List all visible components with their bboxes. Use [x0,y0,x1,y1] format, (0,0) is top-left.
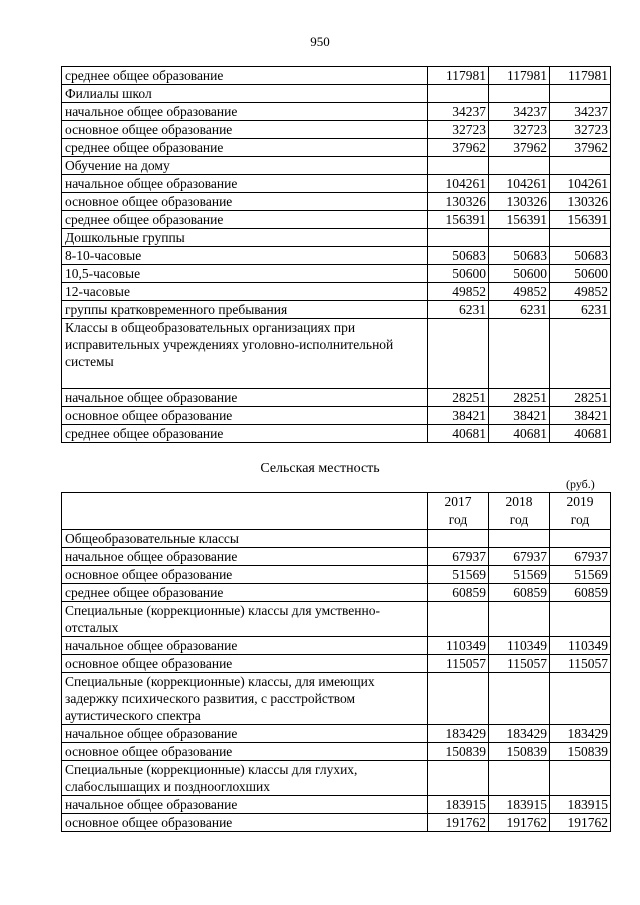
row-label: Дошкольные группы [62,229,428,247]
year-header: 2018 год [489,493,550,530]
value-cell [489,602,550,637]
page-number: 950 [310,34,330,49]
unit-note: (руб.) [566,477,595,491]
value-cell: 6231 [550,301,611,319]
table-row [62,229,611,247]
value-cell [489,229,550,247]
value-cell [489,157,550,175]
value-cell: 32723 [428,121,489,139]
value-cell: 183429 [550,725,611,743]
value-cell: 6231 [489,301,550,319]
table-row [62,157,611,175]
value-cell: 51569 [428,566,489,584]
table-row [62,193,611,211]
table-row [62,301,611,319]
row-label: среднее общее образование [62,584,428,602]
value-cell: 156391 [428,211,489,229]
value-cell: 50600 [428,265,489,283]
value-cell: 115057 [550,655,611,673]
value-cell: 49852 [428,283,489,301]
value-cell: 104261 [489,175,550,193]
value-cell: 51569 [489,566,550,584]
value-cell: 110349 [489,637,550,655]
table-row [62,425,611,443]
value-cell: 115057 [428,655,489,673]
table-row [62,602,611,637]
value-cell: 38421 [428,407,489,425]
value-cell: 49852 [550,283,611,301]
value-cell: 50683 [489,247,550,265]
value-cell: 37962 [489,139,550,157]
value-cell: 50683 [550,247,611,265]
row-label: среднее общее образование [62,425,428,443]
value-cell: 40681 [489,425,550,443]
row-label: среднее общее образование [62,139,428,157]
row-label: 12-часовые [62,283,428,301]
table-row [62,283,611,301]
year-header: 2019 год [550,493,611,530]
value-cell: 34237 [428,103,489,121]
table-row [62,121,611,139]
value-cell: 60859 [489,584,550,602]
value-cell: 150839 [428,743,489,761]
row-label: начальное общее образование [62,637,428,655]
value-cell: 183429 [489,725,550,743]
value-cell: 32723 [550,121,611,139]
value-cell: 130326 [550,193,611,211]
value-cell: 67937 [489,548,550,566]
value-cell: 117981 [489,67,550,85]
row-label: основное общее образование [62,121,428,139]
row-label: Классы в общеобразовательных организациях при исправительных учреждениях уголовно-исполнительной системы [62,319,428,389]
row-label: начальное общее образование [62,548,428,566]
value-cell: 110349 [428,637,489,655]
row-label: среднее общее образование [62,67,428,85]
table-row [62,103,611,121]
table-row [62,85,611,103]
value-cell [428,229,489,247]
value-cell: 28251 [489,389,550,407]
value-cell: 104261 [550,175,611,193]
value-cell [550,602,611,637]
value-cell [428,530,489,548]
table-row [62,389,611,407]
header-empty-cell [62,493,428,530]
value-cell [550,85,611,103]
value-cell [428,85,489,103]
row-label: начальное общее образование [62,725,428,743]
table-row [62,796,611,814]
table-row [62,548,611,566]
table-row [62,761,611,796]
row-label: Специальные (коррекционные) классы, для имеющих задержку психического развития, с расстройством аутистического спектра [62,673,428,725]
table-row [62,584,611,602]
value-cell [550,673,611,725]
value-cell: 150839 [550,743,611,761]
value-cell: 117981 [550,67,611,85]
value-cell: 37962 [550,139,611,157]
value-cell: 156391 [550,211,611,229]
value-cell [428,319,489,389]
value-cell [489,761,550,796]
row-label: основное общее образование [62,193,428,211]
table-row [62,530,611,548]
row-label: Специальные (коррекционные) классы для умственно-отсталых [62,602,428,637]
row-label: среднее общее образование [62,211,428,229]
row-label: Специальные (коррекционные) классы для глухих, слабослышащих и позднооглохших [62,761,428,796]
row-label: начальное общее образование [62,389,428,407]
table-row [62,67,611,85]
value-cell: 150839 [489,743,550,761]
row-label: 8-10-часовые [62,247,428,265]
value-cell: 28251 [550,389,611,407]
value-cell: 50600 [489,265,550,283]
table-row [62,673,611,725]
value-cell: 49852 [489,283,550,301]
header-row [62,493,611,530]
value-cell: 191762 [489,814,550,832]
value-cell: 60859 [550,584,611,602]
value-cell: 183429 [428,725,489,743]
value-cell: 34237 [489,103,550,121]
value-cell: 28251 [428,389,489,407]
row-label: Общеобразовательные классы [62,530,428,548]
value-cell [550,761,611,796]
value-cell: 38421 [489,407,550,425]
value-cell: 191762 [428,814,489,832]
value-cell: 183915 [428,796,489,814]
value-cell [550,157,611,175]
value-cell: 50683 [428,247,489,265]
value-cell [428,602,489,637]
value-cell: 38421 [550,407,611,425]
value-cell [550,530,611,548]
table-row [62,319,611,389]
value-cell: 67937 [428,548,489,566]
value-cell: 51569 [550,566,611,584]
value-cell [428,673,489,725]
row-label: основное общее образование [62,407,428,425]
value-cell [428,761,489,796]
row-label: основное общее образование [62,743,428,761]
value-cell [489,319,550,389]
row-label: основное общее образование [62,655,428,673]
table-row [62,407,611,425]
row-label: начальное общее образование [62,175,428,193]
value-cell: 115057 [489,655,550,673]
rural-section-title: Сельская местность [260,461,380,476]
value-cell: 60859 [428,584,489,602]
row-label: начальное общее образование [62,796,428,814]
value-cell [489,85,550,103]
top-data-table [61,66,611,443]
value-cell: 40681 [550,425,611,443]
value-cell: 6231 [428,301,489,319]
value-cell [428,157,489,175]
row-label: Обучение на дому [62,157,428,175]
table-row [62,743,611,761]
table-row [62,814,611,832]
value-cell [550,229,611,247]
value-cell: 110349 [550,637,611,655]
table-row [62,211,611,229]
value-cell: 67937 [550,548,611,566]
value-cell: 156391 [489,211,550,229]
row-label: 10,5-часовые [62,265,428,283]
value-cell: 117981 [428,67,489,85]
row-label: начальное общее образование [62,103,428,121]
row-label: основное общее образование [62,814,428,832]
value-cell: 32723 [489,121,550,139]
value-cell: 130326 [489,193,550,211]
value-cell: 183915 [550,796,611,814]
year-header: 2017 год [428,493,489,530]
table-row [62,265,611,283]
value-cell: 34237 [550,103,611,121]
table-row [62,139,611,157]
value-cell [489,530,550,548]
value-cell: 183915 [489,796,550,814]
rural-data-table [61,492,611,832]
table-row [62,655,611,673]
row-label: Филиалы школ [62,85,428,103]
value-cell: 40681 [428,425,489,443]
value-cell: 191762 [550,814,611,832]
table-row [62,637,611,655]
table-row [62,566,611,584]
row-label: основное общее образование [62,566,428,584]
value-cell [489,673,550,725]
table-row [62,175,611,193]
value-cell [550,319,611,389]
row-label: группы кратковременного пребывания [62,301,428,319]
table-row [62,247,611,265]
value-cell: 130326 [428,193,489,211]
value-cell: 37962 [428,139,489,157]
value-cell: 104261 [428,175,489,193]
table-row [62,725,611,743]
value-cell: 50600 [550,265,611,283]
